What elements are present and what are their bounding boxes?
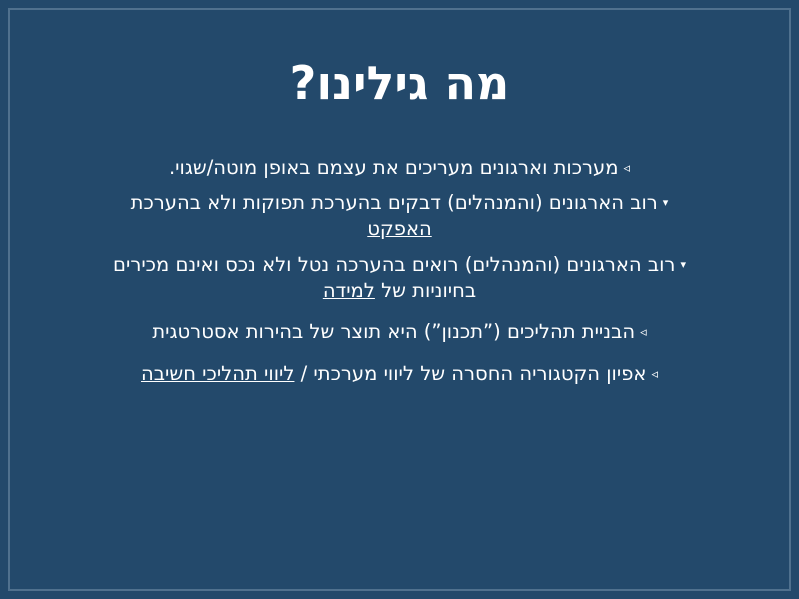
bullet-item — [80, 319, 720, 345]
bullet-text-underlined: ליווי תהליכי חשיבה — [141, 362, 295, 385]
bullet-item — [80, 361, 720, 387]
bullet-item — [100, 252, 700, 303]
bullet-text: אפיון הקטגוריה החסרה של ליווי מערכתי / — [294, 362, 647, 385]
bullet-marker-icon: ◃ — [623, 160, 631, 176]
bullet-marker-icon: ◃ — [651, 367, 658, 382]
bullet-list — [50, 155, 749, 387]
slide-content — [10, 10, 789, 589]
bullet-item — [80, 155, 720, 181]
bullet-text: הבניית תהליכים (”תכנון”) היא תוצר של בהירות אסטרטגית — [152, 320, 636, 344]
bullet-item — [100, 190, 700, 241]
slide-title: מה גילינו? — [289, 56, 510, 110]
bullet-text-underlined: למידה — [322, 278, 375, 302]
bullet-text: מערכות וארגונים מעריכים את עצמם באופן מוטה/שגוי. — [168, 155, 619, 179]
bullet-marker-icon: ◃ — [640, 325, 647, 341]
bullet-marker-icon: ▾ — [680, 257, 686, 271]
bullet-text: רוב הארגונים (והמנהלים) דבקים בהערכת תפוקות ולא בהערכת — [130, 191, 658, 215]
bullet-marker-icon: ▾ — [662, 196, 669, 210]
bullet-text-underlined: האפקט — [367, 217, 432, 241]
bullet-text: רוב הארגונים (והמנהלים) רואים בהערכה נטל ולא נכס ואינם מכירים בחיוניות של — [113, 252, 676, 302]
